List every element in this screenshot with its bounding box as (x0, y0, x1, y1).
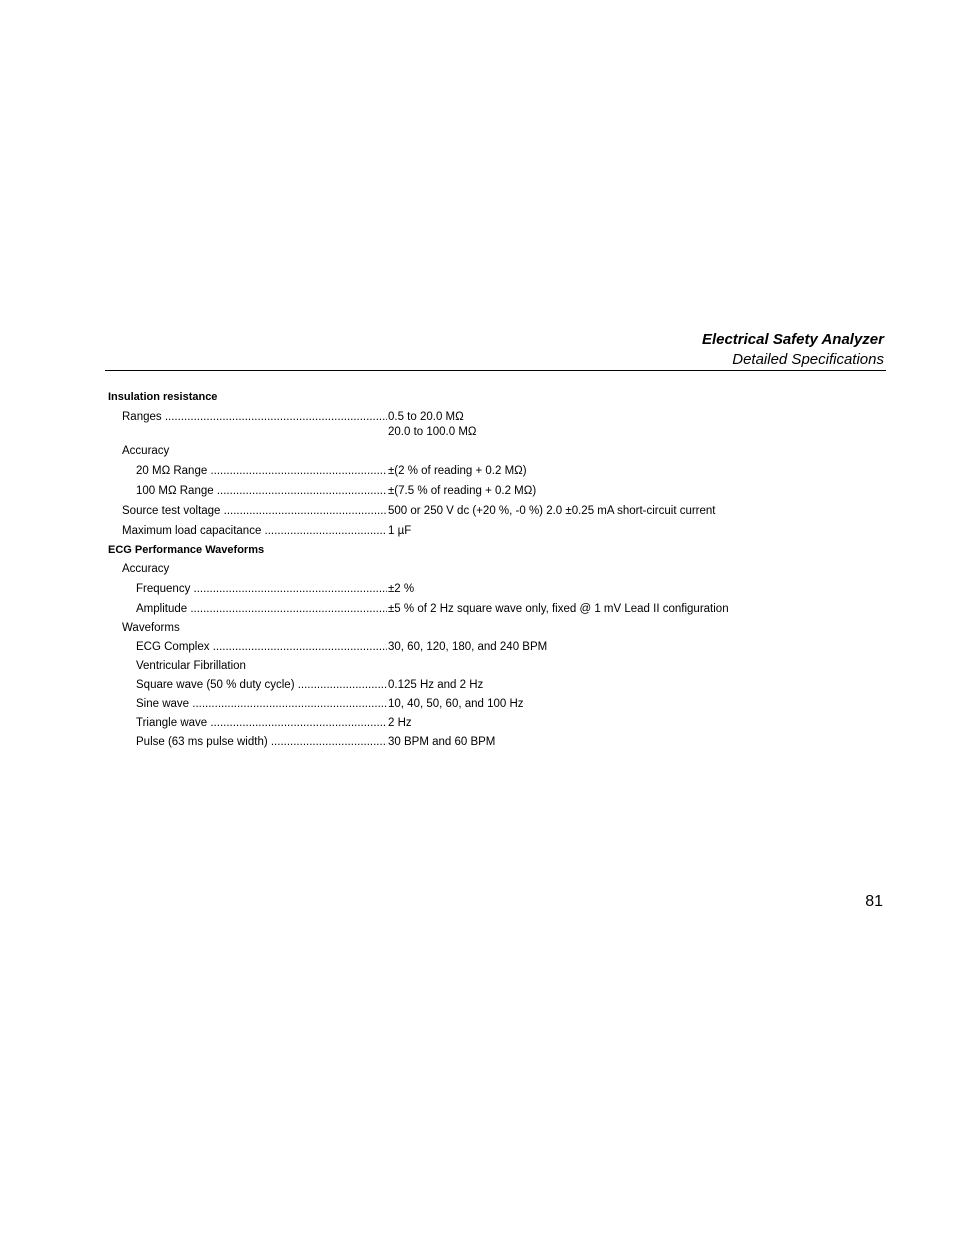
spec-label: Frequency ..... (136, 582, 387, 596)
spec-value: 1 µF (388, 525, 412, 537)
spec-row-pulse (0, 735, 954, 749)
section-title-ecg: ECG Performance Waveforms (108, 544, 265, 556)
spec-label: 100 MΩ Range ..... (136, 484, 387, 498)
running-header-title: Electrical Safety Analyzer (701, 331, 884, 348)
spec-value: 500 or 250 V dc (+20 %, -0 %) 2.0 ±0.25 mA short-circuit current (388, 505, 716, 517)
spec-value: ±(7.5 % of reading + 0.2 MΩ) (388, 485, 537, 497)
spec-value: 10, 40, 50, 60, and 100 Hz (388, 698, 524, 710)
spec-label: Pulse (63 ms pulse width) ..... (136, 735, 387, 749)
spec-row-100mohm (0, 484, 954, 498)
spec-value: 2 Hz (388, 717, 412, 729)
spec-label: ECG Complex ..... (136, 640, 387, 654)
spec-row-20mohm (0, 464, 954, 478)
spec-row-sine-wave (0, 697, 954, 711)
section-title-insulation: Insulation resistance (108, 391, 218, 403)
spec-value: 30 BPM and 60 BPM (388, 736, 496, 748)
spec-value: ±(2 % of reading + 0.2 MΩ) (388, 465, 527, 477)
spec-value: ±2 % (388, 583, 415, 595)
spec-row-frequency (0, 582, 954, 596)
spec-label: Source test voltage ..... (122, 504, 387, 518)
subheading-waveforms: Waveforms (122, 622, 180, 634)
spec-label: Triangle wave ..... (136, 716, 387, 730)
subheading-ventricular-fibrillation: Ventricular Fibrillation (136, 660, 246, 672)
spec-row-ecg-complex (0, 640, 954, 654)
subheading-accuracy: Accuracy (122, 563, 170, 575)
spec-value: ±5 % of 2 Hz square wave only, fixed @ 1 mV Lead II configuration (388, 603, 729, 615)
spec-row-ranges (0, 410, 954, 424)
spec-label: Maximum load capacitance ..... (122, 524, 387, 538)
spec-value: 0.125 Hz and 2 Hz (388, 679, 484, 691)
spec-value: 0.5 to 20.0 MΩ (388, 411, 464, 423)
spec-row-amplitude (0, 602, 954, 616)
running-header-subtitle: Detailed Specifications (732, 351, 884, 368)
spec-value: 30, 60, 120, 180, and 240 BPM (388, 641, 548, 653)
spec-row-square-wave (0, 678, 954, 692)
spec-row-source-voltage (0, 504, 954, 518)
spec-label: Ranges ..... (122, 410, 387, 424)
spec-row-triangle-wave (0, 716, 954, 730)
header-rule (105, 370, 886, 371)
spec-label: Amplitude ..... (136, 602, 387, 616)
spec-label: Square wave (50 % duty cycle) ..... (136, 678, 387, 692)
subheading-accuracy: Accuracy (122, 445, 170, 457)
page-number: 81 (865, 893, 883, 910)
spec-row-max-load (0, 524, 954, 538)
spec-label: 20 MΩ Range ..... (136, 464, 387, 478)
spec-label: Sine wave ..... (136, 697, 387, 711)
spec-value-continuation: 20.0 to 100.0 MΩ (388, 426, 477, 438)
